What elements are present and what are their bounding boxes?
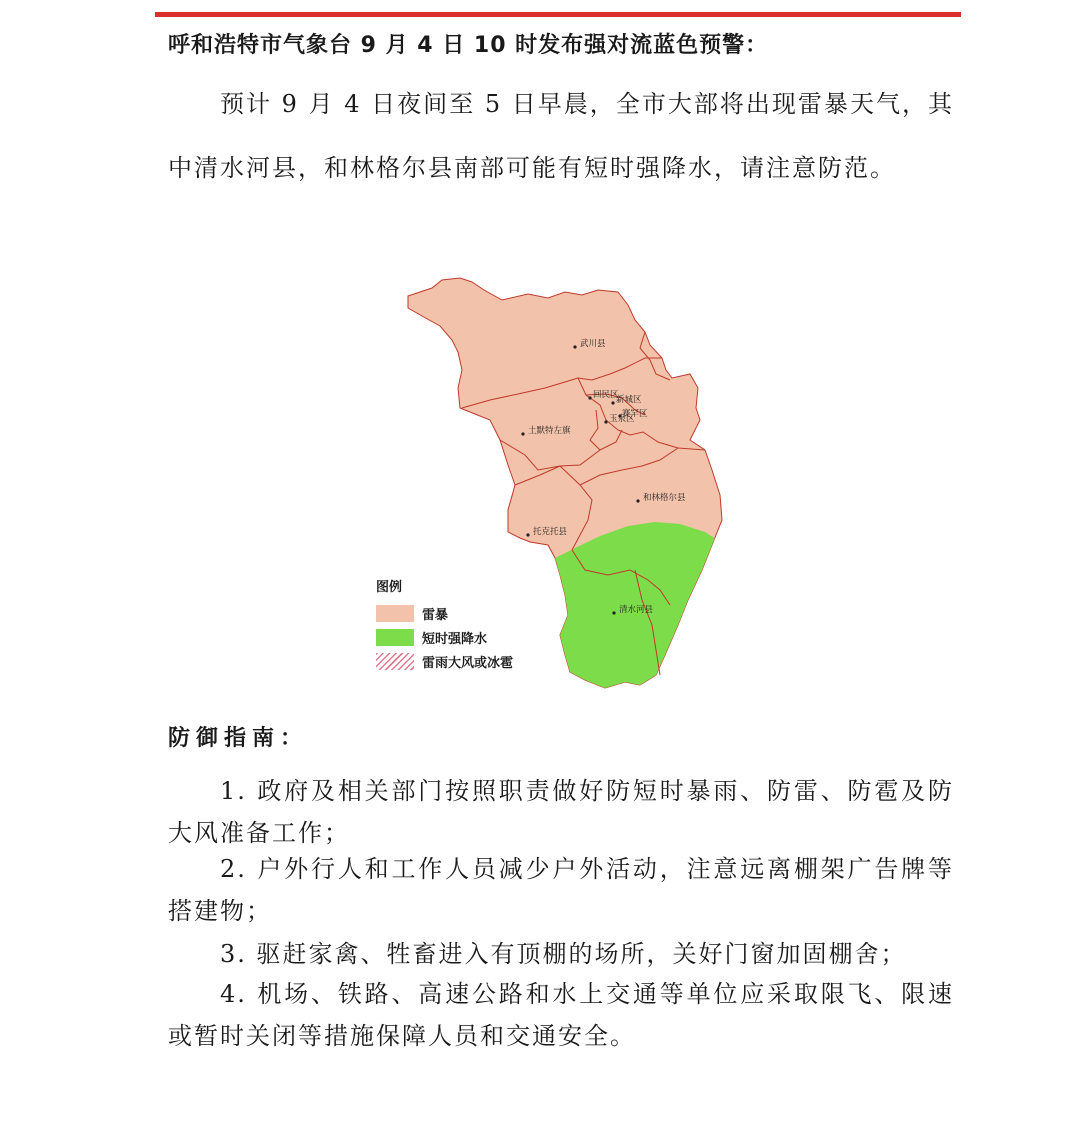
dot-xincheng	[611, 401, 614, 404]
label-tuoketuo: 托克托县	[533, 527, 568, 537]
label-yuquan: 玉泉区	[609, 414, 635, 424]
label-qingshuihe: 清水河县	[619, 605, 654, 615]
legend-label: 短时强降水	[422, 631, 488, 647]
legend-label: 雷暴	[422, 607, 449, 623]
dot-wuchuan	[573, 345, 576, 348]
legend-label: 雷雨大风或冰雹	[422, 655, 514, 671]
label-saihan: 赛罕区	[622, 409, 648, 419]
guide-item-3: 3. 驱赶家禽、牲畜进入有顶棚的场所，关好门窗加固棚舍；	[220, 940, 907, 968]
warning-heading: 呼和浩特市气象台 9 月 4 日 10 时发布强对流蓝色预警：	[168, 33, 769, 58]
label-xincheng: 新城区	[616, 395, 642, 405]
header-rule	[155, 12, 961, 17]
legend-title: 图例	[376, 580, 403, 595]
legend-item-hail	[376, 649, 576, 673]
label-wuchuan: 武川县	[580, 339, 606, 349]
guide-item-4: 4. 机场、铁路、高速公路和水上交通等单位应采取限飞、限速或暂时关闭等措施保障人员和交通安全。	[168, 980, 954, 1050]
dot-tumote	[521, 432, 524, 435]
legend-swatch-thunderstorm	[376, 605, 414, 622]
guide-title: 防御指南：	[168, 726, 309, 751]
dot-tuoketuo	[526, 533, 529, 536]
dot-yuquan	[604, 420, 607, 423]
dot-qingshuihe	[612, 611, 615, 614]
guide-item-2: 2. 户外行人和工作人员减少户外活动，注意远离棚架广告牌等搭建物；	[168, 855, 954, 925]
warning-intro: 预计 9 月 4 日夜间至 5 日早晨，全市大部将出现雷暴天气，其中清水河县，和林格尔县南部可能有短时强降水，请注意防范。	[168, 90, 954, 182]
dot-huimin	[588, 396, 591, 399]
map-legend	[376, 576, 576, 673]
legend-item-heavy-rain	[376, 625, 576, 649]
legend-swatch-hail	[376, 653, 414, 670]
legend-swatch-heavy-rain	[376, 629, 414, 646]
legend-item-thunderstorm	[376, 601, 576, 625]
label-helinge: 和林格尔县	[643, 493, 686, 503]
label-huimin: 回民区	[593, 390, 619, 400]
label-tumote: 土默特左旗	[528, 426, 571, 436]
dot-helinge	[636, 499, 639, 502]
guide-item-1: 1. 政府及相关部门按照职责做好防短时暴雨、防雷、防雹及防大风准备工作；	[168, 777, 954, 847]
